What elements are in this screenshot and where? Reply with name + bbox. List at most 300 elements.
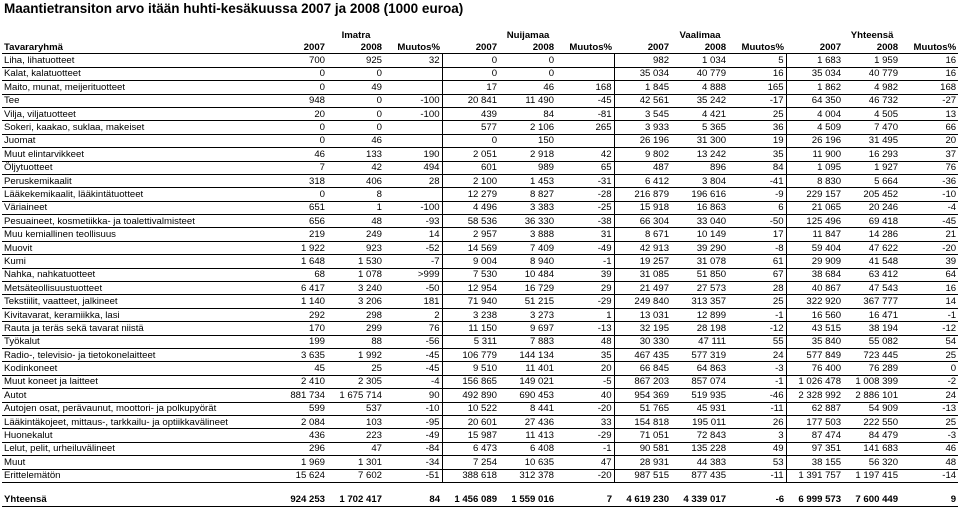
table-cell: 49: [327, 81, 384, 94]
table-cell: 149 021: [499, 375, 556, 388]
table-cell: 577 319: [671, 348, 728, 361]
table-cell: -17: [728, 94, 786, 107]
row-label: Nahka, nahkatuotteet: [2, 268, 270, 281]
table-row: [2, 67, 958, 80]
table-cell: 97 351: [786, 442, 843, 455]
table-row: [2, 469, 958, 482]
table-cell: 14: [900, 295, 958, 308]
table-cell: 144 134: [499, 348, 556, 361]
table-row: [2, 148, 958, 161]
table-row: [2, 442, 958, 455]
table-cell: 76: [384, 322, 442, 335]
table-cell: 292: [270, 308, 327, 321]
table-cell: -25: [556, 201, 614, 214]
table-cell: -14: [900, 469, 958, 482]
table-cell: 11 413: [499, 429, 556, 442]
row-label: Metsäteollisuustuotteet: [2, 282, 270, 295]
table-cell: 1: [556, 308, 614, 321]
table-cell: 494: [384, 161, 442, 174]
table-cell: 0: [270, 134, 327, 147]
table-cell: 56 320: [843, 456, 900, 469]
table-cell: [556, 67, 614, 80]
table-cell: 265: [556, 121, 614, 134]
table-cell: -56: [384, 335, 442, 348]
table-cell: 64 350: [786, 94, 843, 107]
table-cell: -20: [556, 469, 614, 482]
group-header-nuijamaa: Nuijamaa: [506, 29, 550, 41]
table-cell: -11: [728, 402, 786, 415]
table-cell: 690 453: [499, 389, 556, 402]
table-cell: 42: [327, 161, 384, 174]
table-cell: 28: [728, 282, 786, 295]
table-cell: 28 931: [614, 456, 671, 469]
table-cell: -45: [384, 348, 442, 361]
table-row: [2, 121, 958, 134]
table-cell: 84: [499, 107, 556, 120]
table-cell: 27 573: [671, 282, 728, 295]
table-cell: 51 850: [671, 268, 728, 281]
table-cell: 84: [728, 161, 786, 174]
table-cell: 5 311: [442, 335, 499, 348]
table-cell: 8 940: [499, 255, 556, 268]
column-header-row: [2, 41, 958, 54]
row-label: Muut elintarvikkeet: [2, 148, 270, 161]
table-cell: 249 840: [614, 295, 671, 308]
table-cell: 156 865: [442, 375, 499, 388]
total-row: [2, 493, 958, 507]
table-row: [2, 134, 958, 147]
column-header: 2007: [614, 41, 671, 54]
table-cell: 0: [327, 67, 384, 80]
table-cell: -4: [900, 201, 958, 214]
table-cell: 4 421: [671, 107, 728, 120]
table-cell: 46 732: [843, 94, 900, 107]
table-cell: 88: [327, 335, 384, 348]
table-cell: 90: [384, 389, 442, 402]
table-cell: 15 987: [442, 429, 499, 442]
table-cell: 48: [900, 456, 958, 469]
table-cell: -49: [384, 429, 442, 442]
table-cell: 41 548: [843, 255, 900, 268]
table-cell: 15 918: [614, 201, 671, 214]
table-row: [2, 335, 958, 348]
table-cell: -95: [384, 415, 442, 428]
table-cell: 5: [728, 54, 786, 67]
table-cell: 3: [728, 429, 786, 442]
table-cell: 223: [327, 429, 384, 442]
table-cell: -2: [900, 375, 958, 388]
table-cell: -52: [384, 241, 442, 254]
table-cell: 9: [900, 493, 958, 507]
table-cell: 0: [499, 67, 556, 80]
table-cell: 30 330: [614, 335, 671, 348]
table-cell: 3 383: [499, 201, 556, 214]
table-cell: 4 496: [442, 201, 499, 214]
table-cell: 35: [556, 348, 614, 361]
table-cell: 47 111: [671, 335, 728, 348]
table-cell: 318: [270, 174, 327, 187]
table-row: [2, 241, 958, 254]
table-cell: 2 051: [442, 148, 499, 161]
row-label: Radio-, televisio- ja tietokonelaitteet: [2, 348, 270, 361]
table-cell: 66: [900, 121, 958, 134]
table-cell: 21: [900, 228, 958, 241]
table-cell: 1 034: [671, 54, 728, 67]
table-cell: -34: [384, 456, 442, 469]
table-cell: 2 918: [499, 148, 556, 161]
table-cell: 46: [327, 134, 384, 147]
table-cell: 38 155: [786, 456, 843, 469]
row-label: Maito, munat, meijerituotteet: [2, 81, 270, 94]
table-cell: -51: [384, 469, 442, 482]
table-cell: 40: [556, 389, 614, 402]
table-cell: -12: [900, 322, 958, 335]
table-cell: 299: [327, 322, 384, 335]
table-cell: 1 702 417: [327, 493, 384, 507]
table-cell: 63 412: [843, 268, 900, 281]
table-cell: 16 293: [843, 148, 900, 161]
table-cell: 46: [900, 442, 958, 455]
table-cell: 8 671: [614, 228, 671, 241]
table-cell: 21 065: [786, 201, 843, 214]
table-cell: -49: [556, 241, 614, 254]
table-cell: 11 847: [786, 228, 843, 241]
table-cell: -3: [728, 362, 786, 375]
table-cell: 76 289: [843, 362, 900, 375]
table-cell: 723 445: [843, 348, 900, 361]
table-row: [2, 282, 958, 295]
table-cell: 6 473: [442, 442, 499, 455]
table-cell: 55: [728, 335, 786, 348]
table-cell: 64: [900, 268, 958, 281]
table-cell: 216 879: [614, 188, 671, 201]
row-label: Lelut, pelit, urheiluvälineet: [2, 442, 270, 455]
table-row: [2, 402, 958, 415]
table-cell: 923: [327, 241, 384, 254]
table-cell: 0: [270, 81, 327, 94]
row-label: Öljytuotteet: [2, 161, 270, 174]
column-header: Muutos%: [900, 41, 958, 54]
table-cell: 35 034: [614, 67, 671, 80]
table-cell: -1: [556, 255, 614, 268]
column-header: Muutos%: [556, 41, 614, 54]
table-cell: 9 697: [499, 322, 556, 335]
table-cell: 1 559 016: [499, 493, 556, 507]
table-cell: 59 404: [786, 241, 843, 254]
row-label: Autojen osat, perävaunut, moottori- ja polkupyörät: [2, 402, 270, 415]
table-cell: 31 300: [671, 134, 728, 147]
table-cell: 48: [556, 335, 614, 348]
table-cell: 0: [442, 67, 499, 80]
table-cell: 367 777: [843, 295, 900, 308]
table-cell: 13 242: [671, 148, 728, 161]
table-cell: 7: [270, 161, 327, 174]
table-cell: 651: [270, 201, 327, 214]
table-cell: 46: [270, 148, 327, 161]
table-cell: 700: [270, 54, 327, 67]
table-cell: 31 078: [671, 255, 728, 268]
table-cell: -29: [556, 429, 614, 442]
table-cell: 39 290: [671, 241, 728, 254]
table-body: [2, 54, 958, 507]
table-cell: 487: [614, 161, 671, 174]
table-cell: 26 196: [786, 134, 843, 147]
table-cell: -1: [900, 308, 958, 321]
table-cell: 924 253: [270, 493, 327, 507]
table-cell: 150: [499, 134, 556, 147]
table-cell: 296: [270, 442, 327, 455]
table-cell: 8 830: [786, 174, 843, 187]
group-header-total: Yhteensä: [850, 29, 894, 41]
table-cell: 13 031: [614, 308, 671, 321]
table-cell: 51 215: [499, 295, 556, 308]
row-label: Tekstiilit, vaatteet, jalkineet: [2, 295, 270, 308]
column-header: 2008: [327, 41, 384, 54]
table-cell: -5: [556, 375, 614, 388]
row-label: Peruskemikaalit: [2, 174, 270, 187]
spacer-cell: [2, 482, 958, 493]
table-cell: 14 286: [843, 228, 900, 241]
table-cell: 601: [442, 161, 499, 174]
table-cell: 181: [384, 295, 442, 308]
row-label: Rauta ja teräs sekä tavarat niistä: [2, 322, 270, 335]
table-cell: 2 957: [442, 228, 499, 241]
table-cell: 9 510: [442, 362, 499, 375]
table-row: [2, 174, 958, 187]
table-cell: 1 095: [786, 161, 843, 174]
table-cell: 19 257: [614, 255, 671, 268]
table-cell: 47: [327, 442, 384, 455]
table-cell: 219: [270, 228, 327, 241]
table-cell: 43 515: [786, 322, 843, 335]
table-cell: 67: [728, 268, 786, 281]
table-cell: 16: [900, 67, 958, 80]
table-row: [2, 215, 958, 228]
table-cell: 2 084: [270, 415, 327, 428]
table-cell: 222 550: [843, 415, 900, 428]
table-cell: 313 357: [671, 295, 728, 308]
table-cell: -84: [384, 442, 442, 455]
table-cell: 925: [327, 54, 384, 67]
table-cell: 7 530: [442, 268, 499, 281]
table-cell: 439: [442, 107, 499, 120]
table-cell: 9 802: [614, 148, 671, 161]
table-cell: -20: [556, 402, 614, 415]
table-cell: 16 729: [499, 282, 556, 295]
column-header: Muutos%: [728, 41, 786, 54]
table-cell: 656: [270, 215, 327, 228]
table-cell: 24: [900, 389, 958, 402]
table-cell: 154 818: [614, 415, 671, 428]
table-cell: 577 849: [786, 348, 843, 361]
table-cell: 0: [270, 67, 327, 80]
row-label: Kumi: [2, 255, 270, 268]
table-cell: 4 619 230: [614, 493, 671, 507]
table-cell: 857 074: [671, 375, 728, 388]
table-cell: 47: [556, 456, 614, 469]
table-cell: 7 883: [499, 335, 556, 348]
row-label: Lääkintäkojeet, mittaus-, tarkkailu- ja optiikkavälineet: [2, 415, 270, 428]
table-cell: [384, 188, 442, 201]
table-row: [2, 255, 958, 268]
table-row: [2, 161, 958, 174]
table-cell: 322 920: [786, 295, 843, 308]
table-cell: 1 197 415: [843, 469, 900, 482]
table-cell: 64 863: [671, 362, 728, 375]
table-cell: 249: [327, 228, 384, 241]
table-cell: -50: [728, 215, 786, 228]
table-cell: 537: [327, 402, 384, 415]
table-cell: 987 515: [614, 469, 671, 482]
table-cell: 51 765: [614, 402, 671, 415]
table-cell: 14 569: [442, 241, 499, 254]
table-cell: 467 435: [614, 348, 671, 361]
table-cell: 31: [556, 228, 614, 241]
table-cell: 76: [900, 161, 958, 174]
table-cell: 16: [900, 282, 958, 295]
table-cell: 406: [327, 174, 384, 187]
table-cell: 199: [270, 335, 327, 348]
table-cell: 42: [556, 148, 614, 161]
table-cell: -36: [900, 174, 958, 187]
table-cell: -46: [728, 389, 786, 402]
table-cell: -11: [728, 469, 786, 482]
table-cell: 1 301: [327, 456, 384, 469]
row-label: Vilja, viljatuotteet: [2, 107, 270, 120]
table-cell: 69 418: [843, 215, 900, 228]
table-cell: 12 279: [442, 188, 499, 201]
table-cell: 0: [327, 94, 384, 107]
table-cell: 38 194: [843, 322, 900, 335]
table-cell: -1: [556, 442, 614, 455]
table-cell: 21 497: [614, 282, 671, 295]
table-cell: 2 886 101: [843, 389, 900, 402]
table-cell: 48: [327, 215, 384, 228]
row-label: Juomat: [2, 134, 270, 147]
table-row: [2, 389, 958, 402]
table-cell: 16: [900, 54, 958, 67]
table-cell: 45 931: [671, 402, 728, 415]
table-cell: 10 635: [499, 456, 556, 469]
row-label: Kalat, kalatuotteet: [2, 67, 270, 80]
table-cell: 577: [442, 121, 499, 134]
row-label: Huonekalut: [2, 429, 270, 442]
table-cell: 519 935: [671, 389, 728, 402]
row-label: Autot: [2, 389, 270, 402]
table-cell: 20 841: [442, 94, 499, 107]
table-cell: 1 391 757: [786, 469, 843, 482]
table-row: [2, 362, 958, 375]
table-cell: 0: [900, 362, 958, 375]
table-cell: 1 927: [843, 161, 900, 174]
table-cell: 177 503: [786, 415, 843, 428]
table-cell: 26 196: [614, 134, 671, 147]
table-cell: -13: [900, 402, 958, 415]
table-cell: -45: [384, 362, 442, 375]
table-row: [2, 308, 958, 321]
table-cell: 3 240: [327, 282, 384, 295]
table-cell: 20: [556, 362, 614, 375]
table-cell: 1 675 714: [327, 389, 384, 402]
table-cell: 0: [327, 121, 384, 134]
table-cell: 168: [900, 81, 958, 94]
table-cell: 7 254: [442, 456, 499, 469]
table-cell: 39: [900, 255, 958, 268]
table-cell: 20: [270, 107, 327, 120]
table-row: [2, 81, 958, 94]
row-label: Erittelemätön: [2, 469, 270, 482]
table-cell: 896: [671, 161, 728, 174]
table-cell: 196 616: [671, 188, 728, 201]
table-cell: 20 601: [442, 415, 499, 428]
column-header: 2008: [843, 41, 900, 54]
table-cell: 3 635: [270, 348, 327, 361]
table-cell: 54 909: [843, 402, 900, 415]
table-cell: 10 522: [442, 402, 499, 415]
table-cell: -50: [384, 282, 442, 295]
transit-value-table: [2, 29, 958, 507]
row-label: Kivitavarat, keramiikka, lasi: [2, 308, 270, 321]
table-cell: 61: [728, 255, 786, 268]
table-cell: 1 140: [270, 295, 327, 308]
table-cell: 3 206: [327, 295, 384, 308]
table-cell: 205 452: [843, 188, 900, 201]
table-cell: 71 051: [614, 429, 671, 442]
table-cell: -81: [556, 107, 614, 120]
table-cell: 16 863: [671, 201, 728, 214]
group-header-imatra: Imatra: [341, 29, 371, 41]
table-cell: 2: [384, 308, 442, 321]
table-cell: 54: [900, 335, 958, 348]
table-cell: -45: [900, 215, 958, 228]
table-cell: 36 330: [499, 215, 556, 228]
table-row: [2, 201, 958, 214]
table-cell: 141 683: [843, 442, 900, 455]
table-cell: 35 034: [786, 67, 843, 80]
table-row: [2, 348, 958, 361]
table-cell: 14: [384, 228, 442, 241]
table-cell: 1 008 399: [843, 375, 900, 388]
table-cell: 45: [270, 362, 327, 375]
table-cell: 1 453: [499, 174, 556, 187]
table-cell: 7 602: [327, 469, 384, 482]
table-cell: -100: [384, 201, 442, 214]
table-cell: 24: [728, 348, 786, 361]
table-cell: -7: [384, 255, 442, 268]
table-cell: 1: [327, 201, 384, 214]
table-cell: 1 862: [786, 81, 843, 94]
table-cell: 8 827: [499, 188, 556, 201]
table-cell: 47 543: [843, 282, 900, 295]
table-cell: 11 401: [499, 362, 556, 375]
table-cell: 6 417: [270, 282, 327, 295]
table-cell: 1 683: [786, 54, 843, 67]
table-cell: 28: [384, 174, 442, 187]
table-cell: [556, 134, 614, 147]
table-cell: 25: [900, 348, 958, 361]
table-cell: 599: [270, 402, 327, 415]
table-cell: 84 479: [843, 429, 900, 442]
table-cell: 4 505: [843, 107, 900, 120]
table-cell: 76 400: [786, 362, 843, 375]
table-cell: 7 409: [499, 241, 556, 254]
column-header: 2007: [442, 41, 499, 54]
column-header: 2008: [499, 41, 556, 54]
table-row: [2, 54, 958, 67]
table-cell: -28: [556, 188, 614, 201]
table-cell: 46: [499, 81, 556, 94]
row-label: Tee: [2, 94, 270, 107]
